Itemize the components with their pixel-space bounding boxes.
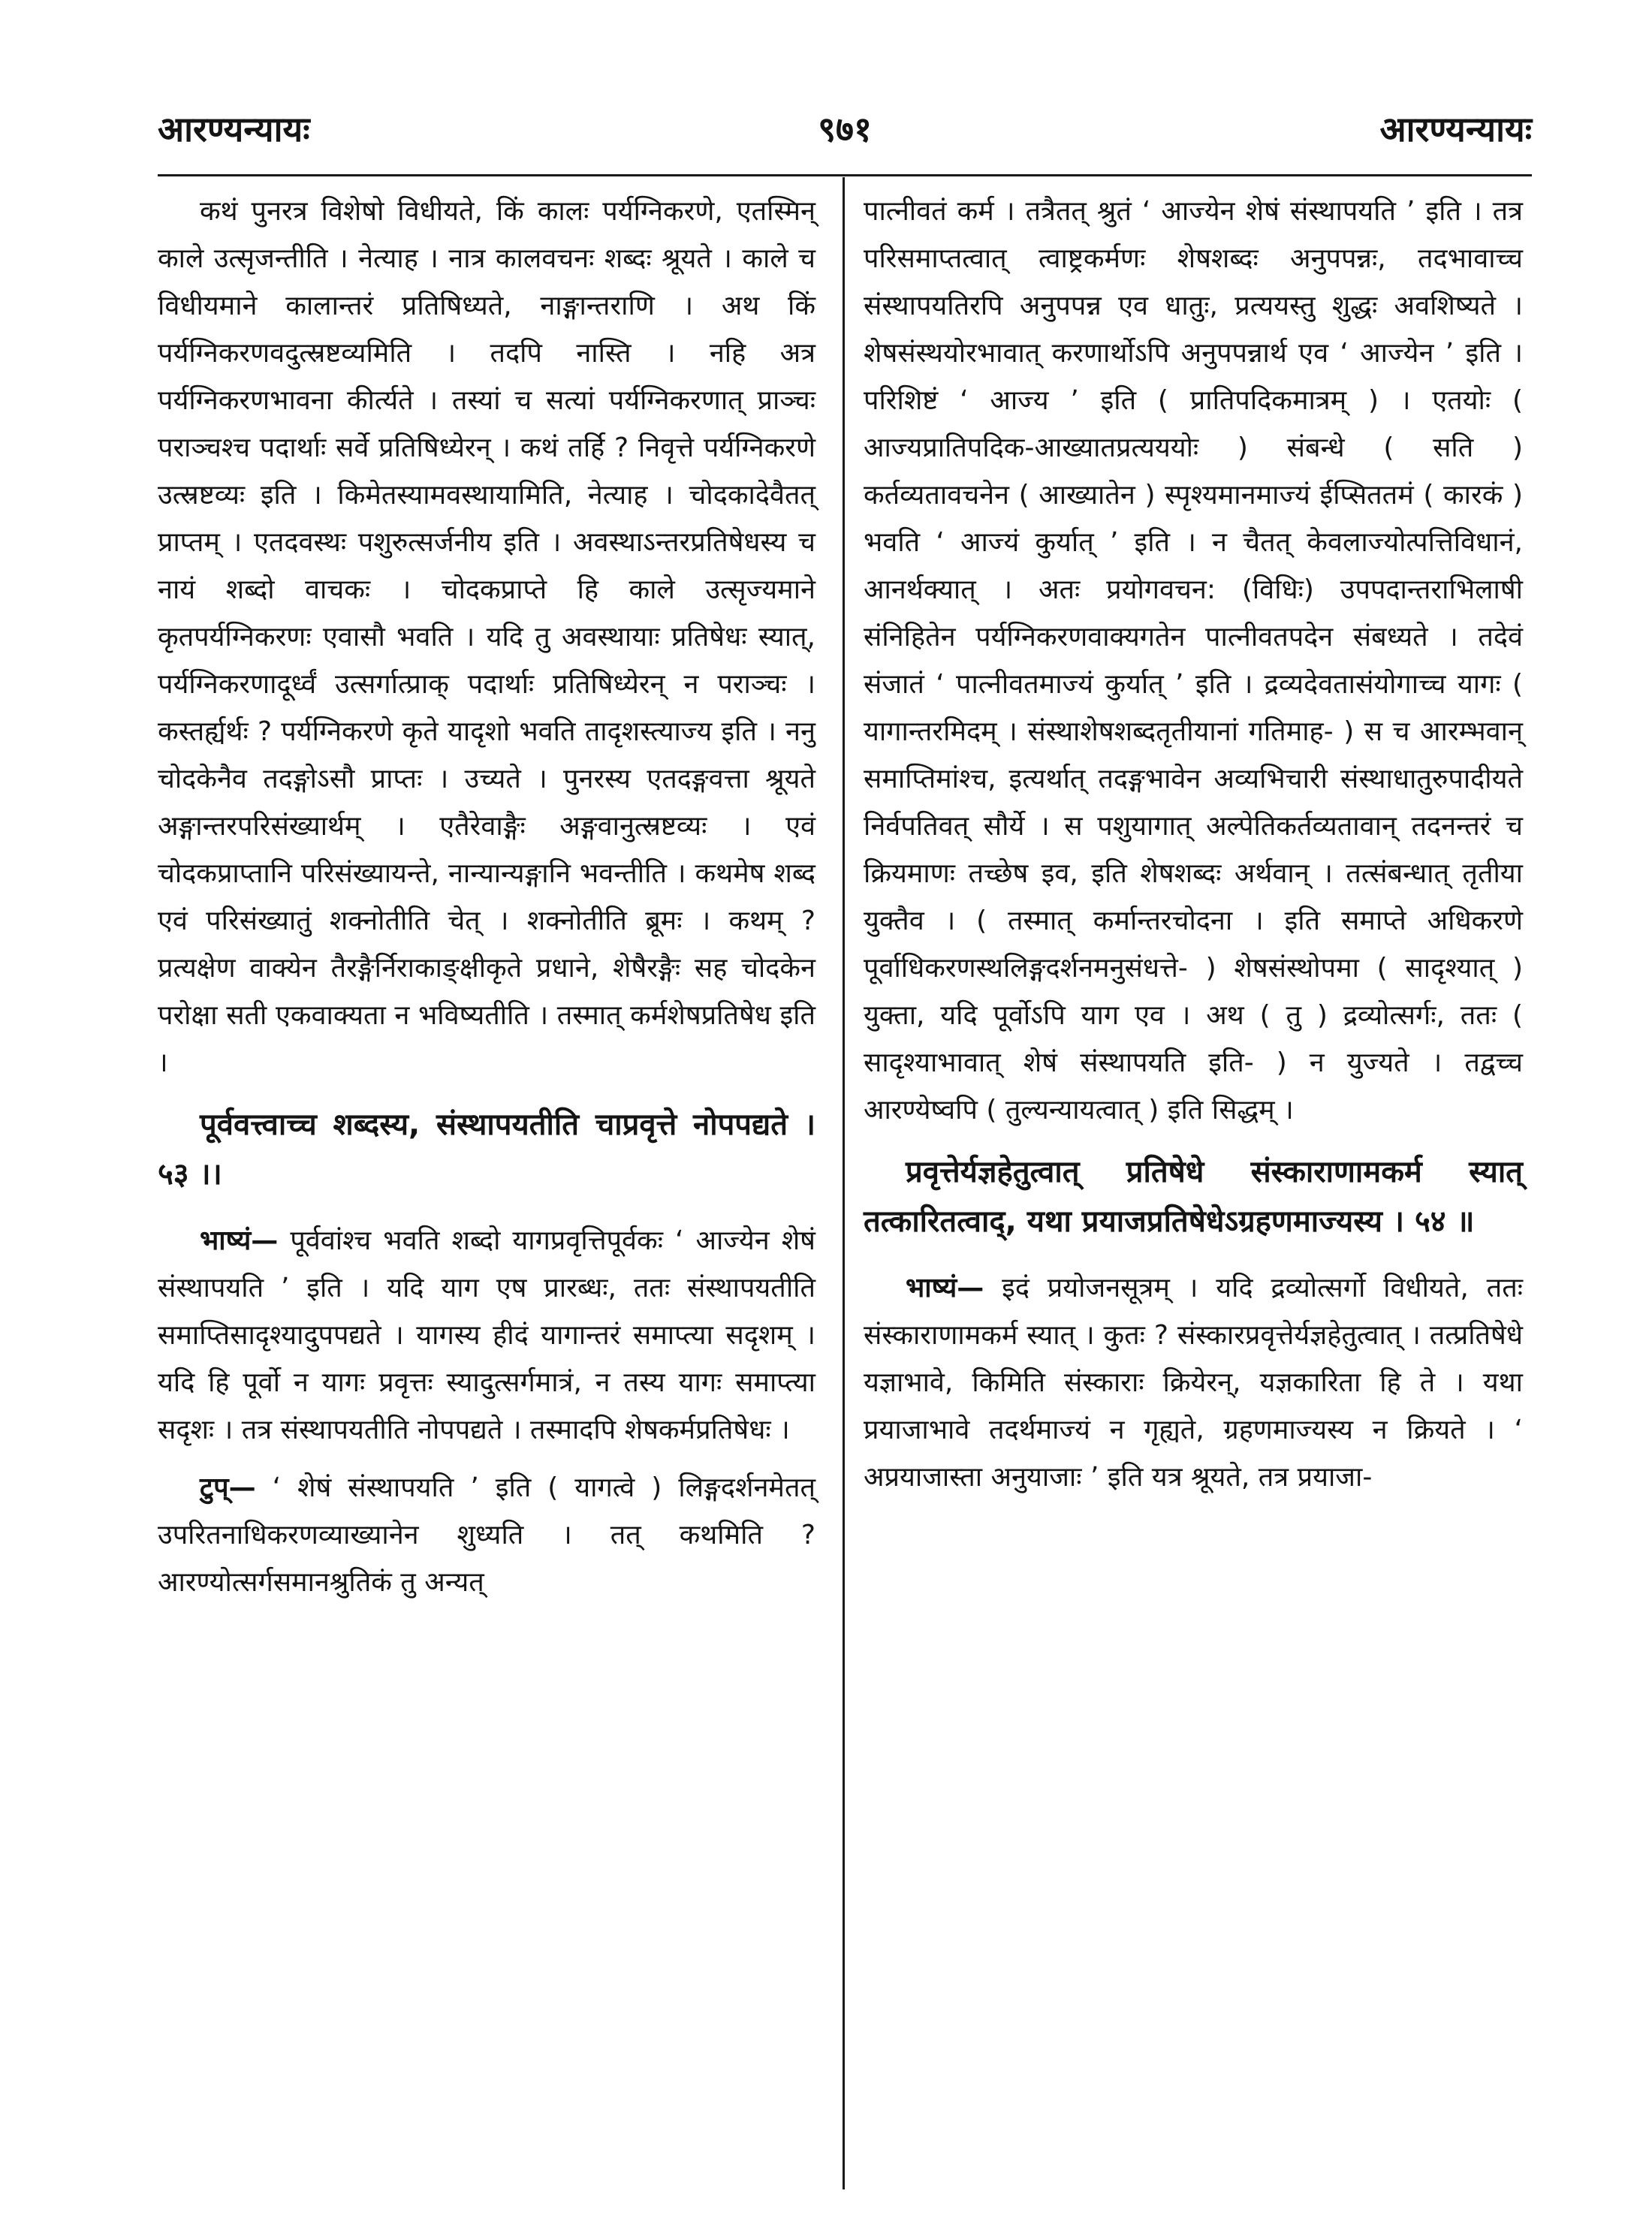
running-header	[158, 105, 1532, 165]
header-right-title: आरण्यन्यायः	[1379, 109, 1532, 149]
tup-paragraph	[158, 1464, 815, 1606]
tup-label: टुप्—	[200, 1472, 256, 1503]
bhashya-paragraph	[158, 1217, 815, 1454]
bhashya-label: भाष्यं—	[200, 1225, 279, 1256]
bhashya-paragraph-54	[864, 1264, 1523, 1501]
header-left-title: आरण्यन्यायः	[158, 109, 310, 149]
page-number: ९७१	[818, 109, 872, 149]
commentary-paragraph: कथं पुनरत्र विशेषो विधीयते, किं कालः पर्यग्निकरणे, एतस्मिन् काले उत्सृजन्तीति । नेत्याह । नात्र कालवचनः शब्दः श्रूयते । काले च विधीयमाने कालान्तरं प्रतिषिध्यते, नाङ्गान्तराणि । अथ किं पर्यग्निकरणवदुत्स्रष्टव्यमिति । तदपि नास्ति । नहि अत्र पर्यग्निकरणभावना कीर्त्यते । तस्यां च सत्यां पर्यग्निकरणात् प्राञ्चः पराञ्चश्च पदार्थाः सर्वे प्रतिषिध्येरन् । कथं तर्हि ? निवृत्ते पर्यग्निकरणे उत्स्रष्टव्यः इति । किमेतस्यामवस्थायामिति, नेत्याह । चोदकादेवैतत् प्राप्तम् । एतदवस्थः पशुरुत्सर्जनीय इति । अवस्थाऽन्तरप्रतिषेधस्य च नायं शब्दो वाचकः । चोदकप्राप्ते हि काले उत्सृज्यमाने कृतपर्यग्निकरणः एवासौ भवति । यदि तु अवस्थायाः प्रतिषेधः स्यात्, पर्यग्निकरणादूर्ध्वं उत्सर्गात्प्राक् पदार्थाः प्रतिषिध्येरन् न पराञ्चः । कस्तर्ह्यर्थः ? पर्यग्निकरणे कृते यादृशो भवति तादृशस्त्याज्य इति । ननु चोदकेनैव तदङ्गोऽसौ प्राप्तः । उच्यते । पुनरस्य एतदङ्गवत्ता श्रूयते अङ्गान्तरपरिसंख्यार्थम् । एतैरेवाङ्गैः अङ्गवानुत्स्रष्टव्यः । एवं चोदकप्राप्तानि परिसंख्यायन्ते, नान्यान्यङ्गानि भवन्तीति । कथमेष शब्द एवं परिसंख्यातुं शक्नोतीति चेत् । शक्नोतीति ब्रूमः । कथम् ? प्रत्यक्षेण वाक्येन तैरङ्गैर्निराकाङ्क्षीकृते प्रधाने, शेषैरङ्गैः सह चोदकेन परोक्षा सती एकवाक्यता न भविष्यतीति । तस्मात् कर्मशेषप्रतिषेध इति ।	[158, 196, 815, 1078]
bhashya-label-54: भाष्यं—	[906, 1273, 984, 1303]
column-divider	[843, 177, 845, 2189]
bhashya-text-54: इदं प्रयोजनसूत्रम् । यदि द्रव्योत्सर्गो विधीयते, ततः संस्काराणामकर्म स्यात् । कुतः ? संस्कारप्रवृत्तेर्यज्ञहेतुत्वात् । तत्प्रतिषेधे यज्ञाभावे, किमिति संस्काराः क्रियेरन्, यज्ञकारिता हि ते । यथा प्रयाजाभावे तदर्थमाज्यं न गृह्यते, ग्रहणमाज्यस्य न क्रियते । ‘ अप्रयाजास्ता अनुयाजाः ’ इति यत्र श्रूयते, तत्र प्रयाजा-	[864, 1273, 1523, 1493]
continued-paragraph: पात्नीवतं कर्म । तत्रैतत् श्रुतं ‘ आज्येन शेषं संस्थापयति ’ इति । तत्र परिसमाप्तत्वात् त्वाष्ट्रकर्मणः शेषशब्दः अनुपपन्नः, तदभावाच्च संस्थापयतिरपि अनुपपन्न एव धातुः, प्रत्ययस्तु शुद्धः अवशिष्यते । शेषसंस्थयोरभावात् करणार्थोऽपि अनुपपन्नार्थ एव ‘ आज्येन ’ इति । परिशिष्टं ‘ आज्य ’ इति ( प्रातिपदिकमात्रम् ) । एतयोः ( आज्यप्रातिपदिक-आख्यातप्रत्यययोः ) संबन्धे ( सति ) कर्तव्यतावचनेन ( आख्यातेन ) स्पृश्यमानमाज्यं ईप्सिततमं ( कारकं ) भवति ‘ आज्यं कुर्यात् ’ इति । न चैतत् केवलाज्योत्पत्तिविधानं, आनर्थक्यात् । अतः प्रयोगवचन: (विधिः) उपपदान्तराभिलाषी संनिहितेन पर्यग्निकरणवाक्यगतेन पात्नीवतपदेन संबध्यते । तदेवं संजातं ‘ पात्नीवतमाज्यं कुर्यात् ’ इति । द्रव्यदेवतासंयोगाच्च यागः ( यागान्तरमिदम् । संस्थाशेषशब्दतृतीयानां गतिमाह- ) स च आरम्भवान् समाप्तिमांश्च, इत्यर्थात् तदङ्गभावेन अव्यभिचारी संस्थाधातुरुपादीयते निर्वपतिवत् सौर्ये । स पशुयागात् अल्पेतिकर्तव्यतावान् तदनन्तरं च क्रियमाणः तच्छेष इव, इति शेषशब्दः अर्थवान् । तत्संबन्धात् तृतीया युक्तैव । ( तस्मात् कर्मान्तरचोदना । इति समाप्ते अधिकरणे पूर्वाधिकरणस्थलिङ्गदर्शनमनुसंधत्ते- ) शेषसंस्थोपमा ( सादृश्यात् ) युक्ता, यदि पूर्वोऽपि याग एव । अथ ( तु ) द्रव्योत्सर्गः, ततः ( सादृश्याभावात् शेषं संस्थापयति इति- ) न युज्यते । तद्वच्च आरण्येष्वपि ( तुल्यन्यायत्वात् ) इति सिद्धम् ।	[864, 196, 1523, 1126]
right-column	[864, 188, 1523, 1511]
bhashya-text: पूर्ववांश्च भवति शब्दो यागप्रवृत्तिपूर्वकः ‘ आज्येन शेषं संस्थापयति ’ इति । यदि याग एष प्रारब्धः, ततः संस्थापयतीति समाप्तिसादृश्यादुपपद्यते । यागस्य हीदं यागान्तरं समाप्त्या सदृशम् । यदि हि पूर्वो न यागः प्रवृत्तः स्यादुत्सर्गमात्रं, न तस्य यागः समाप्त्या सदृशः । तत्र संस्थापयतीति नोपपद्यते । तस्मादपि शेषकर्मप्रतिषेधः ।	[158, 1225, 815, 1445]
sutra-53: पूर्ववत्त्वाच्च शब्दस्य, संस्थापयतीति चाप्रवृत्ते नोपपद्यते । ५३ ।।	[158, 1107, 815, 1192]
tup-text: ‘ शेषं संस्थापयति ’ इति ( यागत्वे ) लिङ्गदर्शनमेतत् उपरितनाधिकरणव्याख्यानेन शुध्यति । तत् कथमिति ? आरण्योत्सर्गसमानश्रुतिकं तु अन्यत्	[158, 1472, 815, 1598]
sutra-54: प्रवृत्तेर्यज्ञहेतुत्वात् प्रतिषेधे संस्काराणामकर्म स्यात् तत्कारितत्वाद्, यथा प्रयाजप्रतिषेधेऽग्रहणमाज्यस्य । ५४ ॥	[864, 1155, 1523, 1239]
left-column	[158, 188, 815, 1617]
header-rule	[158, 174, 1532, 176]
